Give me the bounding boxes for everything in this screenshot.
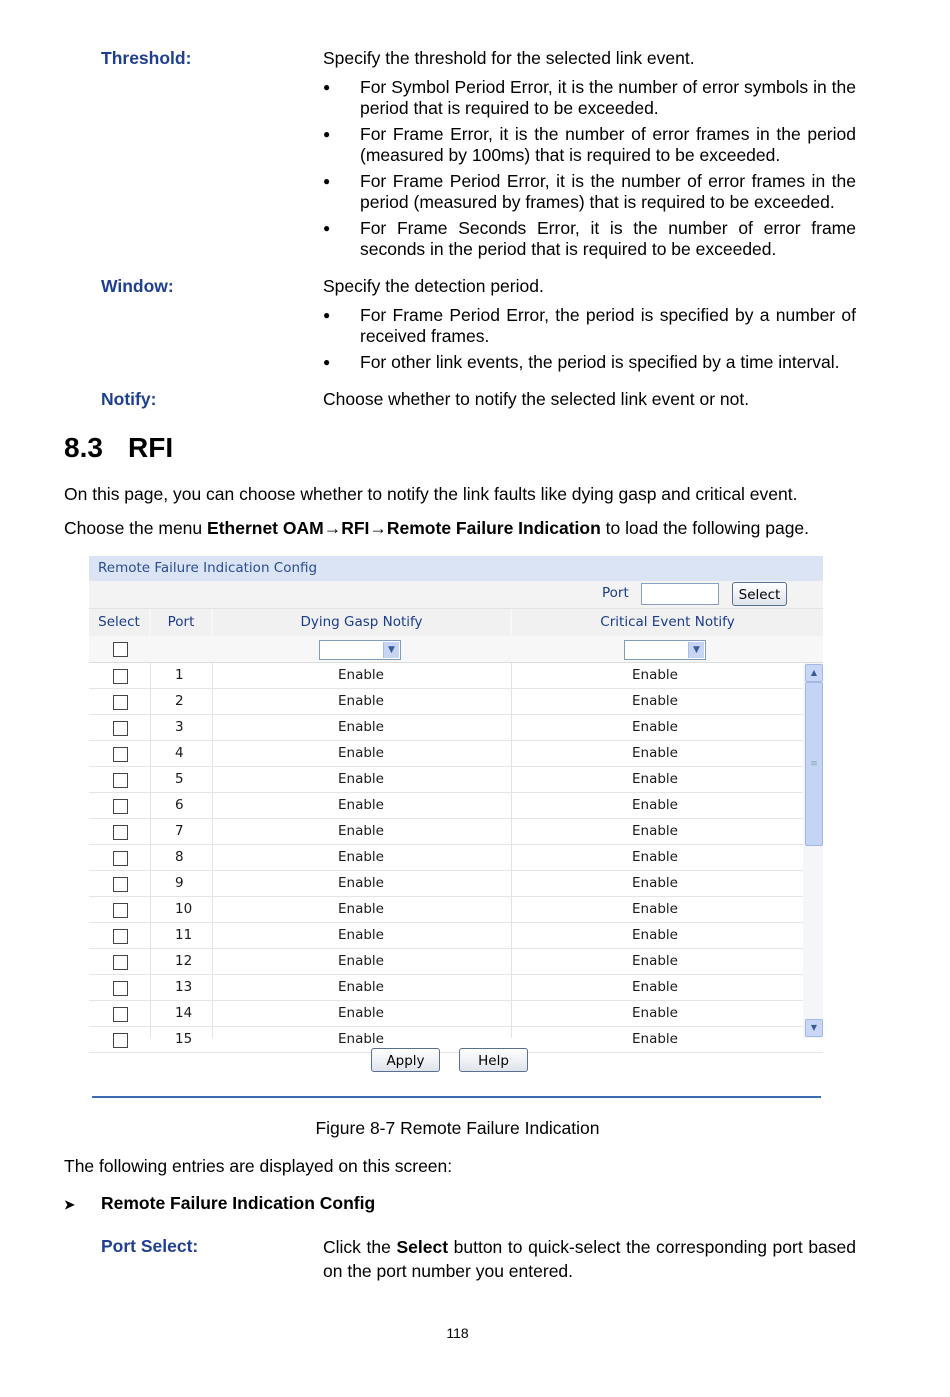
row-port: 5	[175, 771, 184, 787]
row-port: 4	[175, 745, 184, 761]
window-bullet: ● For Frame Period Error, the period is specified by a number of received frames.	[323, 305, 856, 347]
row-critical-event: Enable	[632, 953, 678, 969]
row-port: 14	[175, 1005, 193, 1021]
row-port: 10	[175, 901, 193, 917]
threshold-bullet: ● For Frame Seconds Error, it is the number of error frame seconds in the period that is required to be exceeded.	[323, 218, 856, 260]
row-critical-event: Enable	[632, 875, 678, 891]
row-dying-gasp: Enable	[338, 927, 384, 943]
row-dying-gasp: Enable	[338, 745, 384, 761]
table-row	[89, 767, 823, 793]
row-checkbox[interactable]	[113, 851, 128, 866]
threshold-description	[323, 48, 856, 265]
row-critical-event: Enable	[632, 667, 678, 683]
section-number: 8.3	[64, 432, 103, 463]
row-critical-event: Enable	[632, 1031, 678, 1047]
window-intro: Specify the detection period.	[323, 276, 544, 296]
row-dying-gasp: Enable	[338, 693, 384, 709]
subsection-heading	[64, 1193, 375, 1214]
rfi-config-screenshot	[89, 556, 823, 1078]
col-port: Port	[151, 609, 211, 636]
scroll-up-icon[interactable]: ▲	[805, 664, 823, 682]
threshold-term: Threshold:	[101, 48, 192, 68]
row-critical-event: Enable	[632, 693, 678, 709]
table-row	[89, 949, 823, 975]
row-port: 12	[175, 953, 193, 969]
section-heading	[64, 432, 173, 464]
row-checkbox[interactable]	[113, 799, 128, 814]
row-dying-gasp: Enable	[338, 719, 384, 735]
row-critical-event: Enable	[632, 719, 678, 735]
row-dying-gasp: Enable	[338, 875, 384, 891]
row-checkbox[interactable]	[113, 773, 128, 788]
col-critical-event: Critical Event Notify	[512, 609, 823, 636]
select-button[interactable]: Select	[732, 582, 787, 606]
row-checkbox[interactable]	[113, 903, 128, 918]
row-critical-event: Enable	[632, 927, 678, 943]
dying-gasp-dropdown[interactable]	[319, 640, 401, 660]
row-critical-event: Enable	[632, 771, 678, 787]
table-header	[89, 609, 823, 637]
row-critical-event: Enable	[632, 979, 678, 995]
intro-paragraph: On this page, you can choose whether to notify the link faults like dying gasp and critical event.	[64, 484, 798, 504]
row-checkbox[interactable]	[113, 695, 128, 710]
row-port: 9	[175, 875, 184, 891]
window-bullet: ● For other link events, the period is specified by a time interval.	[323, 352, 856, 373]
row-critical-event: Enable	[632, 797, 678, 813]
row-port: 13	[175, 979, 193, 995]
row-checkbox[interactable]	[113, 721, 128, 736]
port-select-term: Port Select:	[101, 1236, 199, 1256]
port-select-post: button to quick-select the corresponding port based on the port number you entered.	[323, 1237, 857, 1281]
table-row	[89, 715, 823, 741]
menu-paragraph	[64, 518, 809, 539]
table-row	[89, 871, 823, 897]
row-dying-gasp: Enable	[338, 797, 384, 813]
row-dying-gasp: Enable	[338, 771, 384, 787]
table-row	[89, 689, 823, 715]
row-port: 3	[175, 719, 184, 735]
port-select-pre: Click the	[323, 1237, 397, 1257]
section-title: RFI	[128, 432, 174, 463]
row-dying-gasp: Enable	[338, 849, 384, 865]
row-checkbox[interactable]	[113, 955, 128, 970]
row-port: 15	[175, 1031, 193, 1047]
menu-paragraph-pre: Choose the menu	[64, 518, 208, 538]
chevron-down-icon: ▼	[383, 642, 399, 658]
select-all-checkbox[interactable]	[113, 642, 128, 657]
notify-description: Choose whether to notify the selected link event or not.	[323, 389, 750, 409]
subsection-title: Remote Failure Indication Config	[101, 1193, 376, 1213]
row-checkbox[interactable]	[113, 929, 128, 944]
port-table-body	[89, 663, 823, 1047]
col-select: Select	[89, 609, 149, 636]
port-input[interactable]	[641, 583, 719, 605]
scroll-down-icon[interactable]: ▼	[805, 1019, 823, 1037]
row-checkbox[interactable]	[113, 1007, 128, 1022]
table-row	[89, 897, 823, 923]
chevron-down-icon: ▼	[688, 642, 704, 658]
row-critical-event: Enable	[632, 901, 678, 917]
notify-term: Notify:	[101, 389, 157, 409]
panel-title: Remote Failure Indication Config	[89, 556, 823, 581]
row-port: 1	[175, 667, 184, 683]
table-row	[89, 741, 823, 767]
row-dying-gasp: Enable	[338, 823, 384, 839]
row-dying-gasp: Enable	[338, 1031, 384, 1047]
row-checkbox[interactable]	[113, 877, 128, 892]
table-row	[89, 1001, 823, 1027]
threshold-bullets	[323, 77, 856, 260]
row-checkbox[interactable]	[113, 669, 128, 684]
threshold-intro: Specify the threshold for the selected link event.	[323, 48, 695, 68]
critical-event-dropdown[interactable]	[624, 640, 706, 660]
threshold-bullet: ● For Symbol Period Error, it is the number of error symbols in the period that is required to be exceeded.	[323, 77, 856, 119]
row-dying-gasp: Enable	[338, 979, 384, 995]
window-description	[323, 276, 856, 378]
threshold-bullet: ● For Frame Period Error, it is the number of error frames in the period (measured by frames) that is required to be exceeded.	[323, 171, 856, 213]
menu-path: Ethernet OAM→RFI→Remote Failure Indication	[207, 518, 601, 538]
page-number: 118	[446, 1325, 469, 1341]
figure-divider	[92, 1096, 821, 1098]
bulk-edit-row	[89, 637, 823, 663]
row-dying-gasp: Enable	[338, 901, 384, 917]
row-port: 6	[175, 797, 184, 813]
help-button[interactable]: Help	[459, 1048, 528, 1072]
row-dying-gasp: Enable	[338, 667, 384, 683]
row-checkbox[interactable]	[113, 825, 128, 840]
row-dying-gasp: Enable	[338, 1005, 384, 1021]
row-critical-event: Enable	[632, 1005, 678, 1021]
table-scrollbar[interactable]	[803, 663, 823, 1038]
table-row	[89, 793, 823, 819]
apply-button[interactable]: Apply	[371, 1048, 440, 1072]
row-checkbox[interactable]	[113, 981, 128, 996]
row-port: 8	[175, 849, 184, 865]
table-row	[89, 819, 823, 845]
row-dying-gasp: Enable	[338, 953, 384, 969]
row-critical-event: Enable	[632, 849, 678, 865]
table-row	[89, 923, 823, 949]
threshold-bullet: ● For Frame Error, it is the number of error frames in the period (measured by 100ms) that is required to be exceeded.	[323, 124, 856, 166]
table-row	[89, 975, 823, 1001]
row-port: 2	[175, 693, 184, 709]
arrow-bullet-icon: ➤	[64, 1197, 75, 1212]
port-label: Port	[602, 585, 629, 601]
row-critical-event: Enable	[632, 745, 678, 761]
port-select-bold: Select	[396, 1237, 449, 1257]
window-term: Window:	[101, 276, 174, 296]
table-row	[89, 845, 823, 871]
col-dying-gasp: Dying Gasp Notify	[213, 609, 510, 636]
row-port: 7	[175, 823, 184, 839]
scroll-thumb[interactable]: ≡	[805, 682, 823, 846]
entries-paragraph: The following entries are displayed on this screen:	[64, 1156, 453, 1176]
row-port: 11	[175, 927, 193, 943]
table-row	[89, 663, 823, 689]
row-checkbox[interactable]	[113, 747, 128, 762]
port-select-description	[323, 1235, 856, 1283]
figure-caption: Figure 8-7 Remote Failure Indication	[315, 1118, 600, 1138]
action-bar	[89, 1038, 823, 1078]
row-critical-event: Enable	[632, 823, 678, 839]
window-bullets	[323, 305, 856, 373]
port-select-bar	[89, 581, 823, 609]
menu-paragraph-post: to load the following page.	[600, 518, 810, 538]
